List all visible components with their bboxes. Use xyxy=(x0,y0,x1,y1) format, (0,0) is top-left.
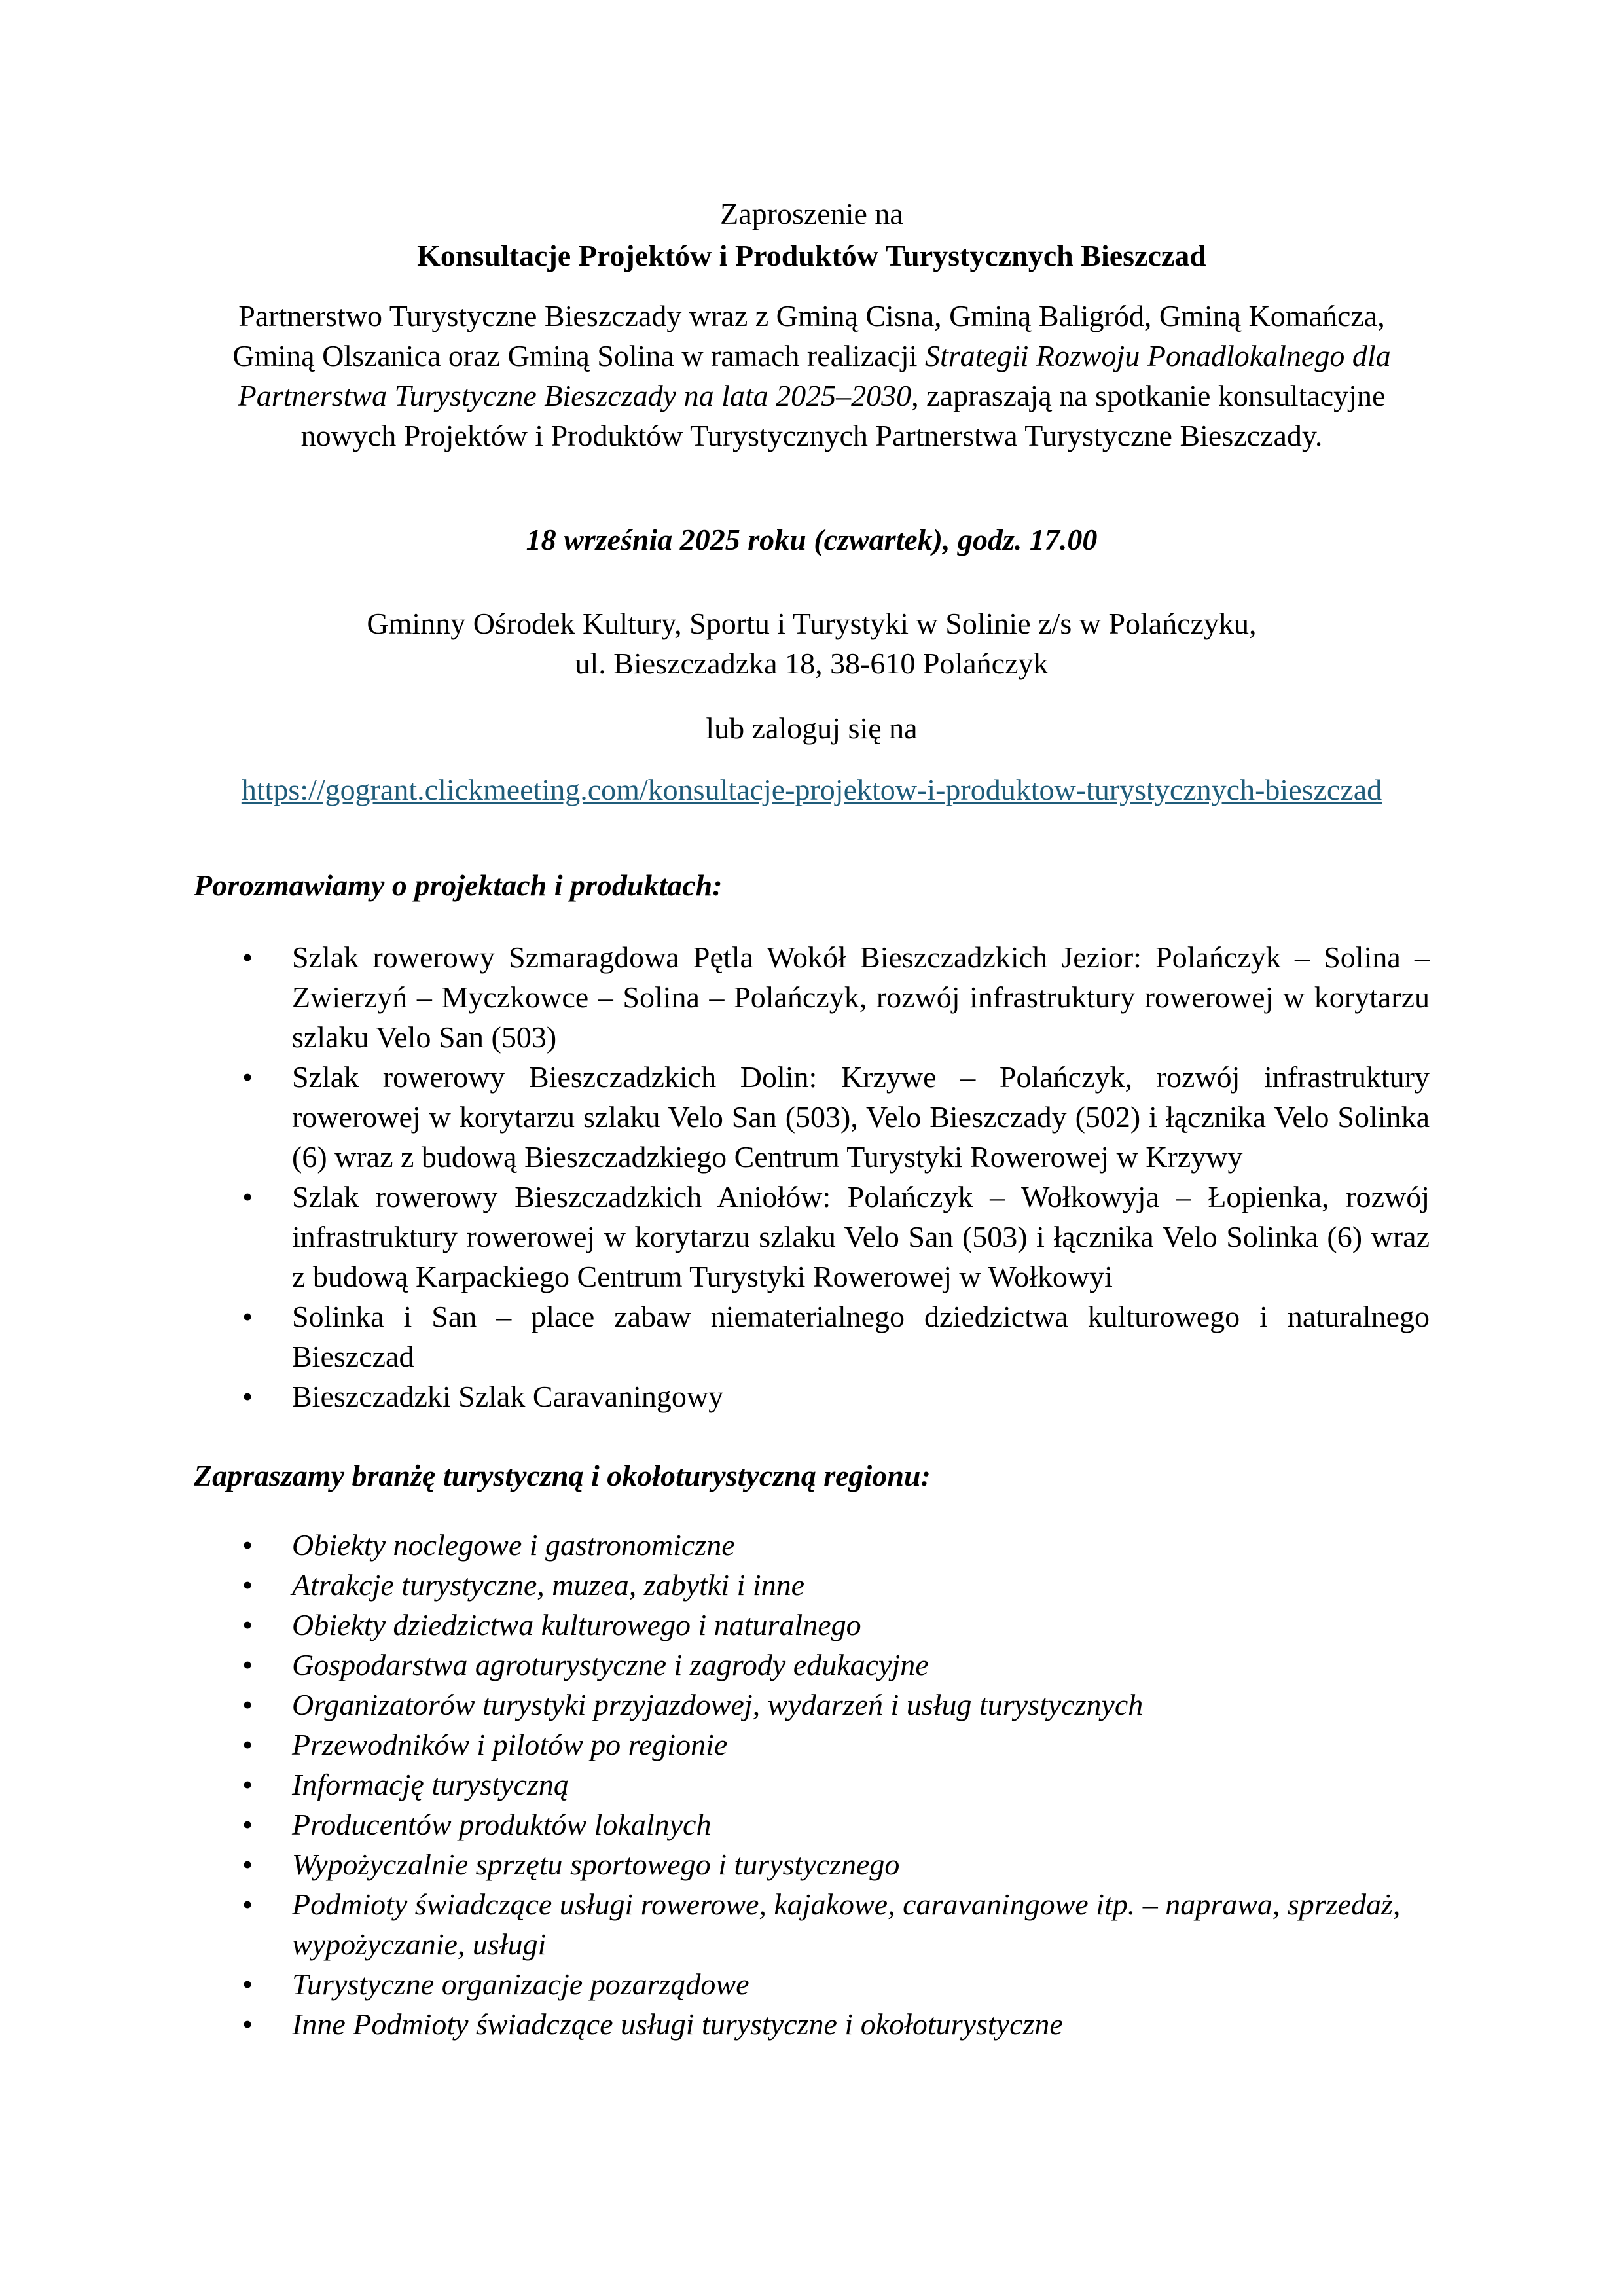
industry-list-item xyxy=(242,1725,1430,1765)
bullet-icon: • xyxy=(242,1728,253,1761)
industry-list-item-text: Obiekty noclegowe i gastronomiczne xyxy=(292,1528,735,1562)
bullet-icon: • xyxy=(242,2007,253,2041)
venue-line-1: Gminny Ośrodek Kultury, Sportu i Turystyki w Solinie z/s w Polańczyku, xyxy=(367,607,1257,640)
industry-list-item-text: Przewodników i pilotów po regionie xyxy=(292,1728,728,1761)
industry-list-item xyxy=(242,1525,1430,1565)
projects-heading: Porozmawiamy o projektach i produktach: xyxy=(194,869,723,902)
bullet-icon: • xyxy=(242,941,253,974)
bullet-icon: • xyxy=(242,1300,253,1333)
industry-list-item-text: Gospodarstwa agroturystyczne i zagrody edukacyjne xyxy=(292,1648,929,1681)
event-venue xyxy=(194,603,1430,683)
event-date: 18 września 2025 roku (czwartek), godz. 17.00 xyxy=(526,523,1098,556)
project-list-item xyxy=(242,1297,1430,1376)
project-list-item-text: Solinka i San – place zabaw niematerialnego dziedzictwa kulturowego i naturalnego Bieszczad xyxy=(292,1300,1430,1373)
industry-list-item xyxy=(242,1685,1430,1725)
projects-list xyxy=(242,937,1430,1416)
intro-text-start: Partnerstwo Turystyczne Bieszczady wraz z Gminą Cisna, Gminą Baligród, Gminą Komańcza, Gminą Olszanica oraz Gminą Solina w ramach realizacji xyxy=(232,299,1385,372)
project-list-item xyxy=(242,1057,1430,1177)
industry-list-item-text: Producentów produktów lokalnych xyxy=(292,1808,712,1841)
project-list-item-text: Szlak rowerowy Bieszczadzkich Dolin: Krzywe – Polańczyk, rozwój infrastruktury rowerowej w korytarzu szlaku Velo San (503), Velo Bieszczady (502) i łącznika Velo Solinka (6) wraz z budową Bieszczadzkiego Centrum Turystyki Rowerowej w Krzywy xyxy=(292,1060,1430,1174)
venue-line-2: ul. Bieszczadzka 18, 38-610 Polańczyk xyxy=(575,647,1049,680)
bullet-icon: • xyxy=(242,1380,253,1413)
meeting-link-container xyxy=(194,770,1430,810)
industry-list-item xyxy=(242,1804,1430,1844)
bullet-icon: • xyxy=(242,1688,253,1721)
meeting-link[interactable]: https://gogrant.clickmeeting.com/konsultacje-projektow-i-produktow-turystycznych-bieszczad xyxy=(241,773,1382,806)
bullet-icon: • xyxy=(242,1568,253,1602)
bullet-icon: • xyxy=(242,1848,253,1881)
project-list-item xyxy=(242,1177,1430,1297)
bullet-icon: • xyxy=(242,1180,253,1213)
industry-list-item-text: Obiekty dziedzictwa kulturowego i naturalnego xyxy=(292,1608,861,1641)
industry-list-item xyxy=(242,1605,1430,1645)
industry-list-item xyxy=(242,1645,1430,1685)
industry-list xyxy=(242,1525,1430,2044)
industry-list-item xyxy=(242,1765,1430,1804)
industry-list-item-text: Informację turystyczną xyxy=(292,1768,569,1801)
bullet-icon: • xyxy=(242,1608,253,1641)
bullet-icon: • xyxy=(242,1808,253,1841)
industry-list-item xyxy=(242,1844,1430,1884)
project-list-item xyxy=(242,937,1430,1057)
industry-list-item-text: Organizatorów turystyki przyjazdowej, wydarzeń i usług turystycznych xyxy=(292,1688,1144,1721)
industry-list-item-text: Inne Podmioty świadczące usługi turystyczne i okołoturystyczne xyxy=(292,2007,1063,2041)
industry-list-item-text: Wypożyczalnie sprzętu sportowego i turystycznego xyxy=(292,1848,900,1881)
industry-list-item xyxy=(242,1884,1430,1964)
login-prompt: lub zaloguj się na xyxy=(706,711,918,745)
industry-list-item xyxy=(242,1964,1430,2004)
project-list-item-text: Szlak rowerowy Szmaragdowa Pętla Wokół Bieszczadzkich Jezior: Polańczyk – Solina – Zwierzyń – Myczkowce – Solina – Polańczyk, rozwój infrastruktury rowerowej w korytarzu szlaku Velo San (503) xyxy=(292,941,1430,1054)
invitation-intro: Zaproszenie na xyxy=(720,197,903,230)
industry-list-item-text: Turystyczne organizacje pozarządowe xyxy=(292,1967,749,2001)
industry-list-item xyxy=(242,2004,1430,2044)
industry-heading: Zapraszamy branżę turystyczną i okołoturystyczną regionu: xyxy=(194,1459,931,1492)
strategy-name: Strategii Rozwoju Ponadlokalnego dla Partnerstwa Turystyczne Bieszczady na lata 2025–2030 xyxy=(238,339,1391,412)
bullet-icon: • xyxy=(242,1768,253,1801)
bullet-icon: • xyxy=(242,1648,253,1681)
project-list-item xyxy=(242,1376,1430,1416)
industry-list-item-text: Atrakcje turystyczne, muzea, zabytki i inne xyxy=(292,1568,805,1602)
intro-paragraph xyxy=(194,296,1430,456)
industry-list-item xyxy=(242,1565,1430,1605)
bullet-icon: • xyxy=(242,1967,253,2001)
bullet-icon: • xyxy=(242,1060,253,1094)
bullet-icon: • xyxy=(242,1888,253,1921)
project-list-item-text: Bieszczadzki Szlak Caravaningowy xyxy=(292,1380,724,1413)
document-title: Konsultacje Projektów i Produktów Turystycznych Bieszczad xyxy=(417,239,1206,272)
bullet-icon: • xyxy=(242,1528,253,1562)
project-list-item-text: Szlak rowerowy Bieszczadzkich Aniołów: Polańczyk – Wołkowyja – Łopienka, rozwój infrastruktury rowerowej w korytarzu szlaku Velo San (503) i łącznika Velo Solinka (6) wraz z budową Karpackiego Centrum Turystyki Rowerowej w Wołkowyi xyxy=(292,1180,1430,1293)
intro-text-end: , zapraszają na spotkanie konsultacyjne nowych Projektów i Produktów Turystycznych Partnerstwa Turystyczne Bieszczady. xyxy=(300,379,1386,452)
industry-list-item-text: Podmioty świadczące usługi rowerowe, kajakowe, caravaningowe itp. – naprawa, sprzedaż, wypożyczanie, usługi xyxy=(292,1888,1401,1961)
